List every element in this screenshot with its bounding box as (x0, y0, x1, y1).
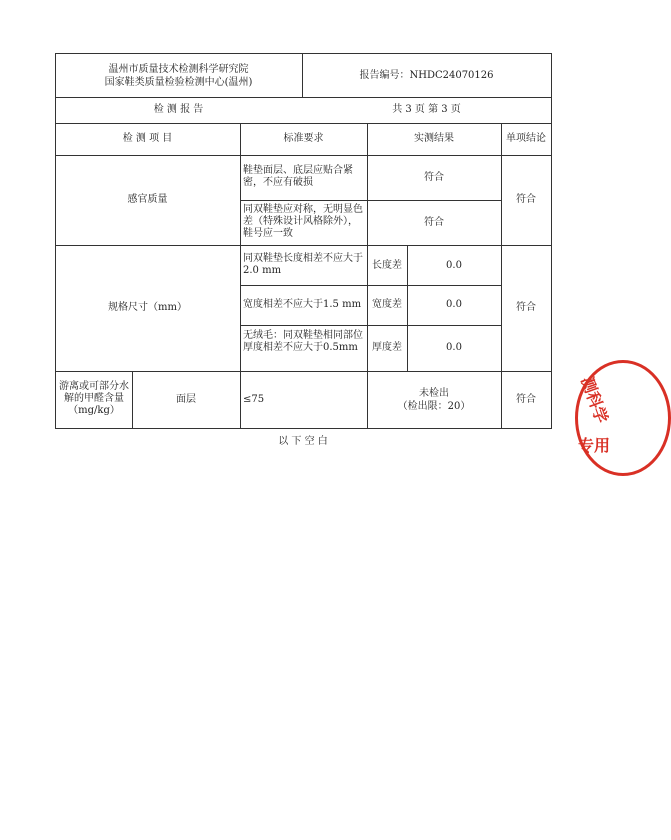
col-header-conclusion: 单项结论 (506, 133, 546, 144)
seal-text-top: 测科学 (577, 374, 612, 426)
size-item: 规格尺寸（mm） (108, 302, 187, 313)
formaldehyde-result-2: （检出限：20） (397, 401, 471, 412)
size-label-1: 长度差 (372, 260, 402, 271)
size-value-3: 0.0 (446, 342, 462, 353)
col-header-item: 检 测 项 目 (122, 133, 173, 144)
page-info: 共 3 页 第 3 页 (392, 104, 461, 115)
col-header-requirement: 标准要求 (283, 133, 324, 144)
size-value-2: 0.0 (446, 299, 462, 310)
col-header-result: 实测结果 (414, 133, 454, 144)
formaldehyde-conclusion: 符合 (516, 394, 536, 405)
size-req-1: 同双鞋垫长度相差不应大于2.0 mm (243, 253, 363, 276)
size-value-1: 0.0 (446, 260, 462, 271)
document-title: 检 测 报 告 (153, 104, 204, 115)
report-number: 报告编号：NHDC24070126 (359, 70, 494, 81)
sensory-result-2: 符合 (424, 217, 444, 228)
size-label-3: 厚度差 (372, 342, 402, 353)
size-req-3: 无绒毛：同双鞋垫相同部位厚度相差不应大于0.5mm (243, 330, 363, 353)
size-conclusion: 符合 (516, 302, 536, 313)
institute-name-line2: 国家鞋类质量检验检测中心(温州) (104, 77, 253, 88)
formaldehyde-requirement: ≤75 (243, 394, 265, 405)
sensory-result-1: 符合 (424, 172, 444, 183)
formaldehyde-item: 游离或可部分水解的甲醛含量（mg/kg） (59, 381, 129, 416)
blank-below-note: 以 下 空 白 (278, 436, 328, 447)
formaldehyde-result-1: 未检出 (419, 388, 449, 399)
official-seal (575, 360, 671, 476)
size-req-2: 宽度相差不应大于1.5 mm (243, 299, 362, 310)
size-label-2: 宽度差 (372, 299, 402, 310)
sensory-req-2: 同双鞋垫应对称，无明显色差（特殊设计风格除外），鞋号应一致 (243, 204, 363, 239)
institute-name-line1: 温州市质量技术检测科学研究院 (108, 64, 249, 75)
seal-text-bottom: 专用 (578, 436, 611, 455)
formaldehyde-sub-item: 面层 (176, 394, 196, 405)
sensory-item: 感官质量 (127, 194, 168, 205)
sensory-conclusion: 符合 (516, 194, 536, 205)
sensory-req-1: 鞋垫面层、底层应贴合紧密，不应有破损 (243, 165, 353, 188)
